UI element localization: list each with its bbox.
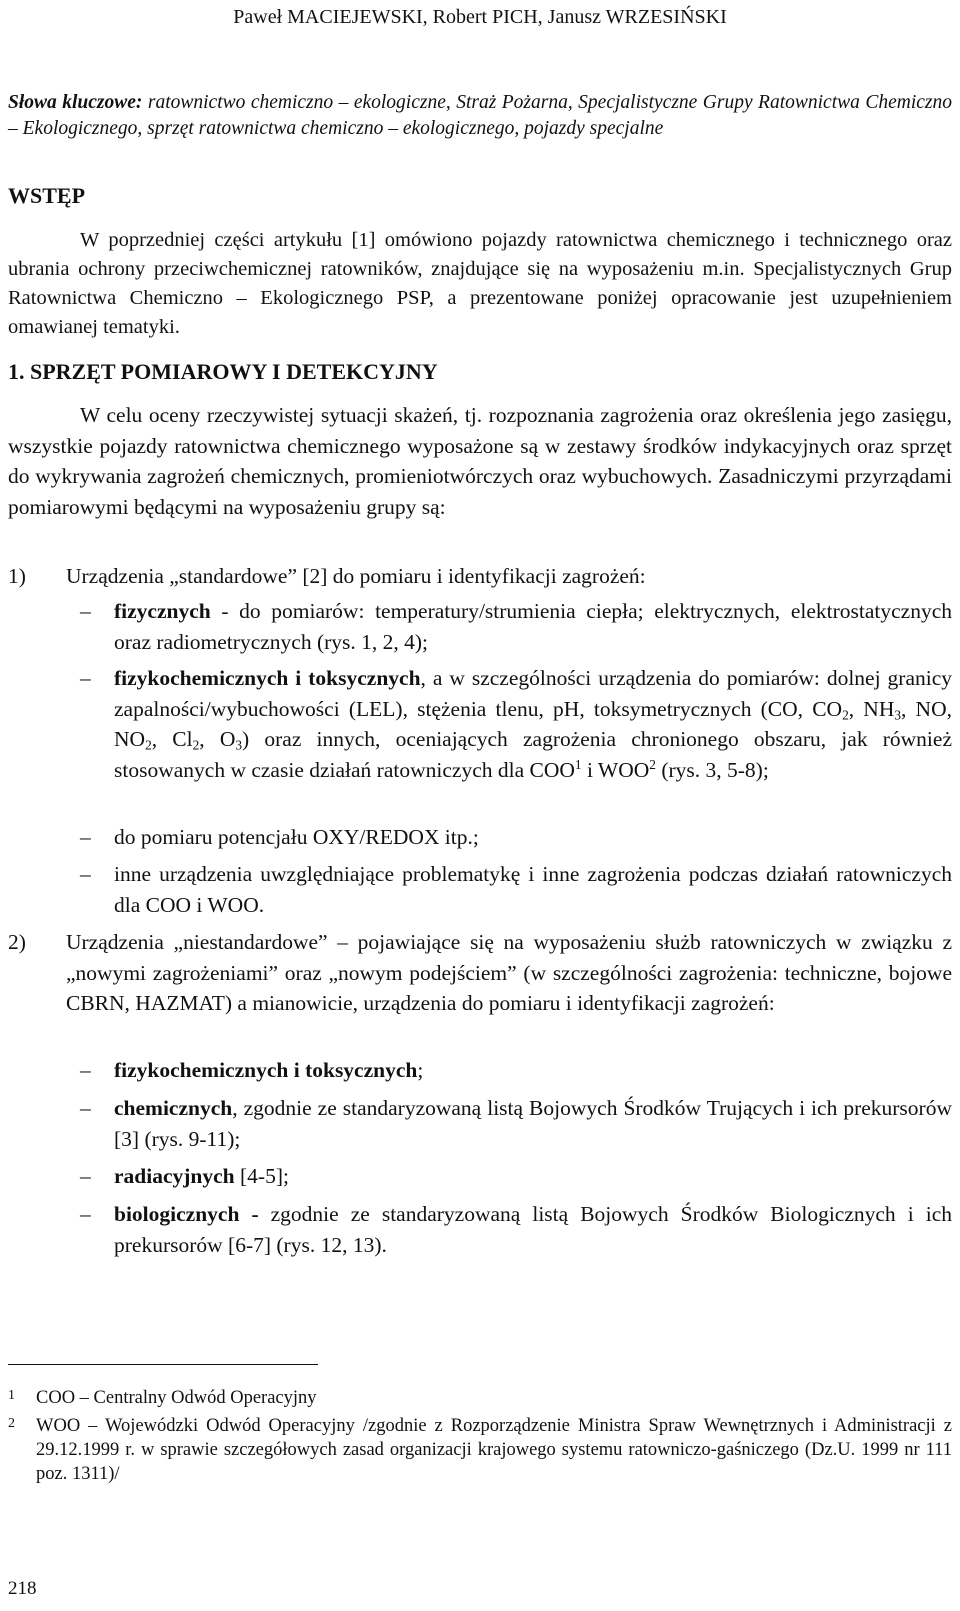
list-dash: – (80, 1058, 91, 1082)
sublist-item (114, 1161, 952, 1192)
subscript: 3 (894, 706, 902, 722)
sublist-item-text: zgodnie ze standaryzowaną listą Bojowych Środków Biologicznych i ich prekursorów [6-7] (rys. 12, 13). (114, 1202, 952, 1257)
sublist-item-text: ; (417, 1058, 424, 1082)
list-item-number: 2) (8, 930, 26, 954)
intro-paragraph: W poprzedniej części artykułu [1] omówiono pojazdy ratownictwa chemicznego i technicznego oraz ubrania ochrony przeciwchemicznej ratowników, znajdujące się na wyposażeniu m.in. Specjalistycznych Grup Ratownictwa Chemiczno – Ekologicznego PSP, a prezentowane poniżej opracowanie jest uzupełnieniem omawianej tematyki. (8, 229, 952, 338)
sublist-item-term: fizycznych (114, 599, 211, 623)
list-item-text: Urządzenia „niestandardowe” – pojawiające się na wyposażeniu służb ratowniczych w związku z „nowymi zagrożeniami” oraz „nowym podejściem” (w szczególności zagrożenia: techniczne, bojowe CBRN, HAZMAT) a mianowicie, urządzenia do pomiaru i identyfikacji zagrożeń: (66, 930, 952, 1015)
sublist-item-term: fizykochemicznych i toksycznych (114, 666, 421, 690)
footnote-ref: 2 (649, 756, 656, 772)
footnote-text: COO – Centralny Odwód Operacyjny (36, 1388, 317, 1408)
sublist-item-text: - do pomiarów: temperatury/strumienia ciepła; elektrycznych, elektrostatycznych oraz radiometrycznych (rys. 1, 2, 4); (114, 599, 952, 654)
intro-heading: WSTĘP (8, 183, 86, 208)
list-dash: – (80, 599, 91, 623)
list-dash: – (80, 825, 91, 849)
sublist-item-text: i WOO (581, 757, 650, 782)
sublist-item (114, 1093, 952, 1154)
keywords (8, 90, 952, 141)
sublist-item-text: , a w szczególności urządzenia do pomiarów: dolnej granicy zapalności/wybuchowości (LEL), stężenia tlenu, pH, toksymetrycznych (CO, CO (114, 666, 952, 721)
sublist-item: inne urządzenia uwzględniające problematykę i inne zagrożenia podczas działań ratowniczych dla COO i WOO. (114, 862, 952, 917)
list-dash: – (80, 1164, 91, 1188)
subscript: 2 (842, 706, 849, 722)
sublist-item-text: ) oraz innych, oceniających zagrożenia chronionego obszaru, jak również stosowanych w czasie działań ratowniczych dla COO (114, 727, 952, 782)
sublist-item (114, 596, 952, 657)
list-item-text: Urządzenia „standardowe” [2] do pomiaru i identyfikacji zagrożeń: (66, 564, 646, 588)
sublist-item-term: biologicznych - (114, 1202, 259, 1226)
sublist-item-text: , NH (848, 696, 895, 721)
sublist-item (114, 1055, 952, 1086)
sublist-item-text: , Cl (151, 727, 193, 751)
sublist-item-text: , O (199, 727, 236, 751)
sublist-item: do pomiaru potencjału OXY/REDOX itp.; (114, 825, 479, 849)
list-item-number: 1) (8, 564, 26, 588)
list-dash: – (80, 666, 91, 690)
list-dash: – (80, 1202, 91, 1226)
sublist-item-term: fizykochemicznych i toksycznych (114, 1058, 418, 1082)
footnote-mark: 2 (8, 1416, 15, 1431)
sublist-item-term: chemicznych (114, 1096, 233, 1120)
footnote-rule (8, 1364, 318, 1365)
sublist-item-term: radiacyjnych (114, 1164, 235, 1188)
subscript: 2 (145, 737, 152, 753)
subscript: 2 (192, 737, 200, 753)
keywords-text: ratownictwo chemiczno – ekologiczne, Straż Pożarna, Specjalistyczne Grupy Ratownictwa Chemiczno – Ekologicznego, sprzęt ratownictwa chemiczno – ekologicznego, pojazdy specjalne (8, 92, 953, 139)
sublist-item (114, 663, 952, 785)
sublist-item-text: , NO, NO (114, 696, 952, 751)
footnote-text: WOO – Wojewódzki Odwód Operacyjny /zgodnie z Rozporządzenie Ministra Spraw Wewnętrznych i Administracji z 29.12.1999 r. w sprawie szczegółowych zasad organizacji krajowego systemu ratowniczo-gaśniczego (Dz.U. 1999 nr 111 poz. 1311)/ (36, 1416, 952, 1484)
sublist-item-text: [4-5]; (234, 1164, 289, 1188)
sublist-item-text: , zgodnie ze standaryzowaną listą Bojowych Środków Trujących i ich prekursorów [3] (rys. 9-11); (114, 1096, 952, 1151)
footnote-mark: 1 (8, 1388, 15, 1403)
footnote-ref: 1 (574, 756, 582, 772)
section-heading: 1. SPRZĘT POMIAROWY I DETEKCYJNY (8, 359, 438, 384)
list-dash: – (80, 1096, 91, 1120)
list-dash: – (80, 862, 91, 886)
sublist-item (114, 1199, 952, 1260)
sublist-item-text: (rys. 3, 5-8); (655, 757, 769, 782)
running-header: Paweł MACIEJEWSKI, Robert PICH, Janusz WRZESIŃSKI (233, 6, 727, 28)
page-number: 218 (8, 1578, 37, 1599)
subscript: 3 (235, 737, 243, 753)
section-paragraph: W celu oceny rzeczywistej sytuacji skażeń, tj. rozpoznania zagrożenia oraz określenia jego zasięgu, wszystkie pojazdy ratownictwa chemicznego wyposażone są w zestawy środków indykacyjnych oraz sprzęt do wykrywania zagrożeń chemicznych, promieniotwórczych oraz wybuchowych. Zasadniczymi przyrządami pomiarowymi będącymi na wyposażeniu grupy są: (8, 403, 952, 519)
keywords-label: Słowa kluczowe: (8, 92, 143, 113)
